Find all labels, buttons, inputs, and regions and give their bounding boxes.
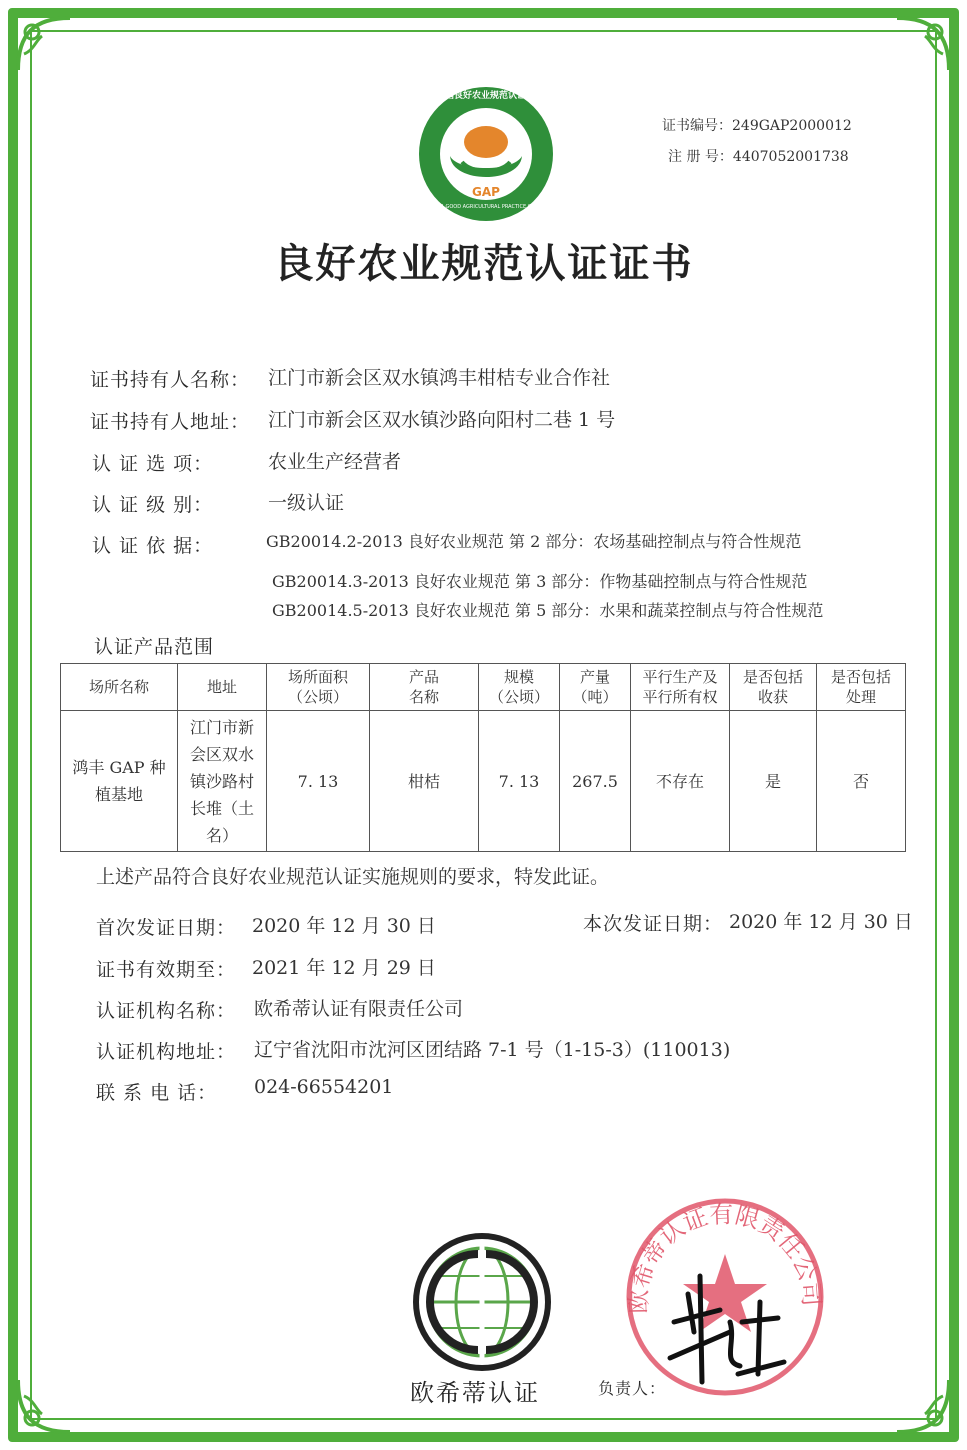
corner-ornament-icon [14, 14, 74, 74]
cert-basis-label: 认 证 依 据： [92, 535, 214, 557]
table-cell: 江门市新 会区双水 镇沙路村 长堆（土 名） [178, 711, 267, 852]
cert-basis-item: GB20014.2-2013 良好农业规范 第 2 部分：农场基础控制点与符合性规范 [266, 532, 802, 551]
cert-level-value: 一级认证 [268, 492, 345, 514]
holder-name-label: 证书持有人名称： [90, 369, 251, 391]
certification-statement: 上述产品符合良好农业规范认证实施规则的要求，特发此证。 [96, 866, 610, 888]
china-gap-logo [416, 84, 556, 224]
cert-level-label: 认 证 级 别： [92, 494, 214, 516]
table-cell: 不存在 [631, 711, 730, 852]
cert-number-label: 证书编号： [662, 118, 732, 134]
cert-basis-item: GB20014.5-2013 良好农业规范 第 5 部分：水果和蔬菜控制点与符合性规范 [272, 601, 824, 620]
table-header-row [61, 664, 906, 711]
table-header-cell: 平行生产及 平行所有权 [631, 664, 730, 711]
holder-name-value: 江门市新会区双水镇鸿丰柑桔专业合作社 [268, 367, 611, 389]
this-issue-label: 本次发证日期： [583, 913, 724, 935]
cert-option-label: 认 证 选 项： [92, 453, 214, 475]
logo-text: 中国良好农业规范认证 [436, 91, 527, 101]
reg-number-value: 4407052001738 [732, 149, 849, 165]
this-issue-value: 2020 年 12 月 30 日 [729, 911, 913, 933]
corner-ornament-icon [893, 1376, 953, 1436]
svg-text:欧希蒂认证有限责任公司: 欧希蒂认证有限责任公司 [624, 1200, 826, 1314]
product-scope-table [60, 663, 906, 852]
table-cell: 7. 13 [267, 711, 370, 852]
org-phone-value: 024-66554201 [254, 1076, 394, 1098]
table-cell: 否 [817, 711, 906, 852]
valid-until-value: 2021 年 12 月 29 日 [252, 957, 436, 979]
org-address-value: 辽宁省沈阳市沈河区团结路 7-1 号（1-15-3）(110013) [254, 1039, 731, 1061]
footer-brand-name: 欧希蒂认证 [410, 1379, 540, 1407]
signature [660, 1262, 790, 1392]
corner-ornament-icon [893, 14, 953, 74]
holder-address-value: 江门市新会区双水镇沙路向阳村二巷 1 号 [268, 409, 616, 431]
table-header-cell: 场所面积 （公顷） [267, 664, 370, 711]
ocert-logo [412, 1232, 552, 1372]
table-cell: 鸿丰 GAP 种 植基地 [61, 711, 178, 852]
logo-subtext: CHINA GOOD AGRICULTURAL PRACTICE CERTIFICATION [428, 204, 566, 210]
table-cell: 柑桔 [370, 711, 479, 852]
svg-text:GAP: GAP [472, 185, 500, 199]
table-header-cell: 产品 名称 [370, 664, 479, 711]
org-address-label: 认证机构地址： [96, 1041, 237, 1063]
reg-number-label: 注 册 号： [668, 149, 733, 165]
cert-option-value: 农业生产经营者 [268, 451, 402, 473]
table-cell: 7. 13 [479, 711, 560, 852]
certificate-title: 良好农业规范认证证书 [273, 241, 694, 287]
table-header-cell: 产量 （吨） [560, 664, 631, 711]
holder-address-label: 证书持有人地址： [90, 411, 251, 433]
table-header-cell: 是否包括 处理 [817, 664, 906, 711]
table-row [61, 711, 906, 852]
table-cell: 267.5 [560, 711, 631, 852]
reg-number-row [668, 146, 849, 166]
responsible-label: 负责人： [598, 1379, 667, 1398]
org-name-value: 欧希蒂认证有限责任公司 [254, 998, 464, 1020]
corner-ornament-icon [14, 1376, 74, 1436]
table-cell: 是 [730, 711, 817, 852]
first-issue-label: 首次发证日期： [96, 917, 237, 939]
table-header-cell: 规模 （公顷） [479, 664, 560, 711]
cert-basis-item: GB20014.3-2013 良好农业规范 第 3 部分：作物基础控制点与符合性规范 [272, 572, 808, 591]
first-issue-value: 2020 年 12 月 30 日 [252, 915, 436, 937]
table-header-cell: 地址 [178, 664, 267, 711]
scope-title: 认证产品范围 [94, 636, 215, 658]
valid-until-label: 证书有效期至： [96, 959, 237, 981]
cert-number-row [662, 115, 852, 135]
cert-number-value: 249GAP2000012 [732, 118, 852, 134]
table-header-cell: 场所名称 [61, 664, 178, 711]
org-phone-label: 联 系 电 话： [96, 1082, 218, 1104]
org-name-label: 认证机构名称： [96, 1000, 237, 1022]
table-header-cell: 是否包括 收获 [730, 664, 817, 711]
